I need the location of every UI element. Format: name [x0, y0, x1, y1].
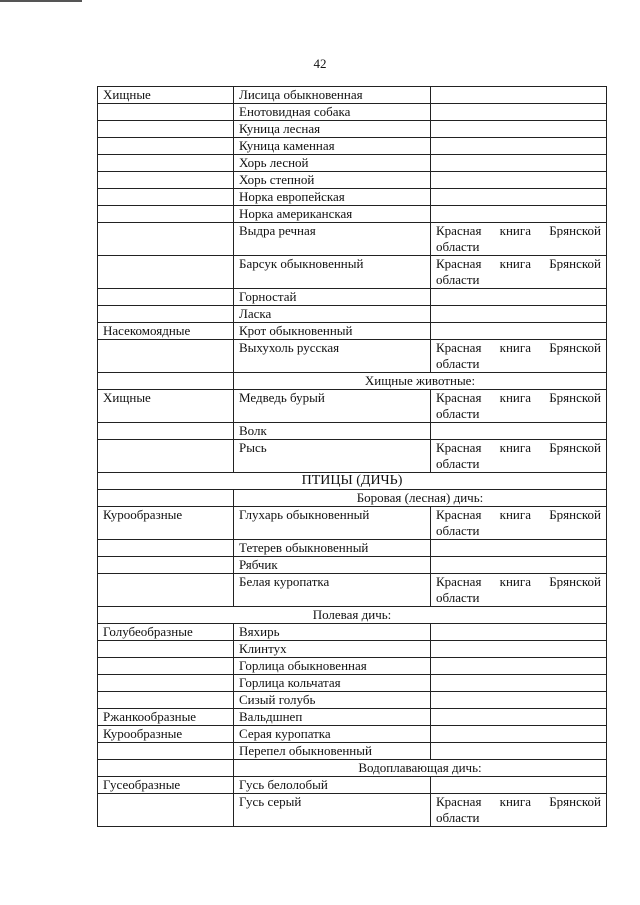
status-cell: Красная книга Брянской области: [431, 794, 607, 827]
species-cell: Выдра речная: [234, 223, 431, 256]
status-cell: [431, 641, 607, 658]
section-subheading: Хищные животные:: [234, 373, 607, 390]
status-cell: [431, 726, 607, 743]
table-row: [98, 641, 607, 658]
status-cell: Красная книга Брянской области: [431, 574, 607, 607]
species-cell: Горлица обыкновенная: [234, 658, 431, 675]
table-row: [98, 440, 607, 473]
table-row: [98, 256, 607, 289]
order-cell: [98, 423, 234, 440]
species-cell: Выхухоль русская: [234, 340, 431, 373]
order-cell: [98, 641, 234, 658]
status-cell: [431, 777, 607, 794]
species-cell: Хорь лесной: [234, 155, 431, 172]
status-cell: Красная книга Брянской области: [431, 340, 607, 373]
table-row: [98, 777, 607, 794]
species-cell: Рябчик: [234, 557, 431, 574]
table-row: [98, 189, 607, 206]
species-cell: Рысь: [234, 440, 431, 473]
table-row: [98, 121, 607, 138]
table-row: [98, 104, 607, 121]
order-cell: [98, 223, 234, 256]
species-cell: Куница лесная: [234, 121, 431, 138]
status-cell: [431, 675, 607, 692]
species-cell: Медведь бурый: [234, 390, 431, 423]
species-cell: Гусь серый: [234, 794, 431, 827]
order-cell: [98, 540, 234, 557]
order-cell: Голубеобразные: [98, 624, 234, 641]
status-cell: [431, 172, 607, 189]
order-cell: [98, 289, 234, 306]
species-table-body: [98, 87, 607, 827]
table-row: [98, 692, 607, 709]
order-cell: [98, 440, 234, 473]
table-row: [98, 540, 607, 557]
status-cell: [431, 709, 607, 726]
table-row: [98, 423, 607, 440]
table-row: [98, 607, 607, 624]
table-row: [98, 138, 607, 155]
section-subheading: Водоплавающая дичь:: [234, 760, 607, 777]
order-cell: Гусеобразные: [98, 777, 234, 794]
order-cell: [98, 172, 234, 189]
order-cell: Курообразные: [98, 507, 234, 540]
status-cell: [431, 624, 607, 641]
top-rule: [0, 0, 82, 2]
order-cell: [98, 206, 234, 223]
order-cell: [98, 256, 234, 289]
status-cell: [431, 206, 607, 223]
table-row: [98, 172, 607, 189]
species-cell: Волк: [234, 423, 431, 440]
table-row: [98, 743, 607, 760]
species-cell: Перепел обыкновенный: [234, 743, 431, 760]
section-subheading: Полевая дичь:: [98, 607, 607, 624]
section-heading: ПТИЦЫ (ДИЧЬ): [98, 473, 607, 490]
status-cell: Красная книга Брянской области: [431, 440, 607, 473]
table-row: [98, 373, 607, 390]
order-cell: [98, 373, 234, 390]
species-cell: Норка европейская: [234, 189, 431, 206]
order-cell: [98, 121, 234, 138]
table-row: [98, 323, 607, 340]
order-cell: Хищные: [98, 87, 234, 104]
table-row: [98, 794, 607, 827]
species-cell: Енотовидная собака: [234, 104, 431, 121]
status-cell: [431, 87, 607, 104]
order-cell: [98, 574, 234, 607]
species-cell: Норка американская: [234, 206, 431, 223]
table-row: [98, 726, 607, 743]
section-subheading: Боровая (лесная) дичь:: [234, 490, 607, 507]
status-cell: [431, 323, 607, 340]
order-cell: [98, 138, 234, 155]
status-cell: [431, 540, 607, 557]
table-row: [98, 289, 607, 306]
status-cell: [431, 189, 607, 206]
order-cell: [98, 306, 234, 323]
species-cell: Лисица обыкновенная: [234, 87, 431, 104]
table-row: [98, 223, 607, 256]
status-cell: [431, 692, 607, 709]
order-cell: [98, 490, 234, 507]
status-cell: Красная книга Брянской области: [431, 390, 607, 423]
order-cell: [98, 104, 234, 121]
status-cell: [431, 155, 607, 172]
order-cell: [98, 794, 234, 827]
table-row: [98, 473, 607, 490]
species-cell: Гусь белолобый: [234, 777, 431, 794]
table-row: [98, 624, 607, 641]
species-cell: Белая куропатка: [234, 574, 431, 607]
table-row: [98, 390, 607, 423]
table-row: [98, 709, 607, 726]
species-cell: Куница каменная: [234, 138, 431, 155]
table-row: [98, 507, 607, 540]
status-cell: Красная книга Брянской области: [431, 256, 607, 289]
species-cell: Вяхирь: [234, 624, 431, 641]
order-cell: [98, 675, 234, 692]
order-cell: Хищные: [98, 390, 234, 423]
species-cell: Вальдшнеп: [234, 709, 431, 726]
status-cell: Красная книга Брянской области: [431, 507, 607, 540]
status-cell: [431, 289, 607, 306]
species-cell: Горностай: [234, 289, 431, 306]
status-cell: [431, 138, 607, 155]
status-cell: [431, 743, 607, 760]
table-row: [98, 155, 607, 172]
species-cell: Клинтух: [234, 641, 431, 658]
order-cell: [98, 692, 234, 709]
order-cell: [98, 189, 234, 206]
species-cell: Серая куропатка: [234, 726, 431, 743]
status-cell: [431, 557, 607, 574]
species-cell: Глухарь обыкновенный: [234, 507, 431, 540]
order-cell: [98, 760, 234, 777]
table-row: [98, 206, 607, 223]
table-row: [98, 340, 607, 373]
species-cell: Крот обыкновенный: [234, 323, 431, 340]
status-cell: [431, 658, 607, 675]
table-row: [98, 490, 607, 507]
page-number: 42: [313, 56, 327, 71]
status-cell: [431, 121, 607, 138]
species-cell: Барсук обыкновенный: [234, 256, 431, 289]
order-cell: [98, 658, 234, 675]
species-table: [97, 86, 607, 827]
species-cell: Сизый голубь: [234, 692, 431, 709]
status-cell: [431, 306, 607, 323]
status-cell: [431, 423, 607, 440]
species-cell: Хорь степной: [234, 172, 431, 189]
table-row: [98, 87, 607, 104]
table-row: [98, 574, 607, 607]
table-row: [98, 760, 607, 777]
order-cell: [98, 557, 234, 574]
table-row: [98, 306, 607, 323]
species-cell: Тетерев обыкновенный: [234, 540, 431, 557]
species-cell: Горлица кольчатая: [234, 675, 431, 692]
order-cell: [98, 155, 234, 172]
table-row: [98, 675, 607, 692]
species-cell: Ласка: [234, 306, 431, 323]
status-cell: Красная книга Брянской области: [431, 223, 607, 256]
order-cell: Ржанкообразные: [98, 709, 234, 726]
status-cell: [431, 104, 607, 121]
table-row: [98, 658, 607, 675]
order-cell: [98, 743, 234, 760]
order-cell: Курообразные: [98, 726, 234, 743]
order-cell: [98, 340, 234, 373]
order-cell: Насекомоядные: [98, 323, 234, 340]
table-row: [98, 557, 607, 574]
